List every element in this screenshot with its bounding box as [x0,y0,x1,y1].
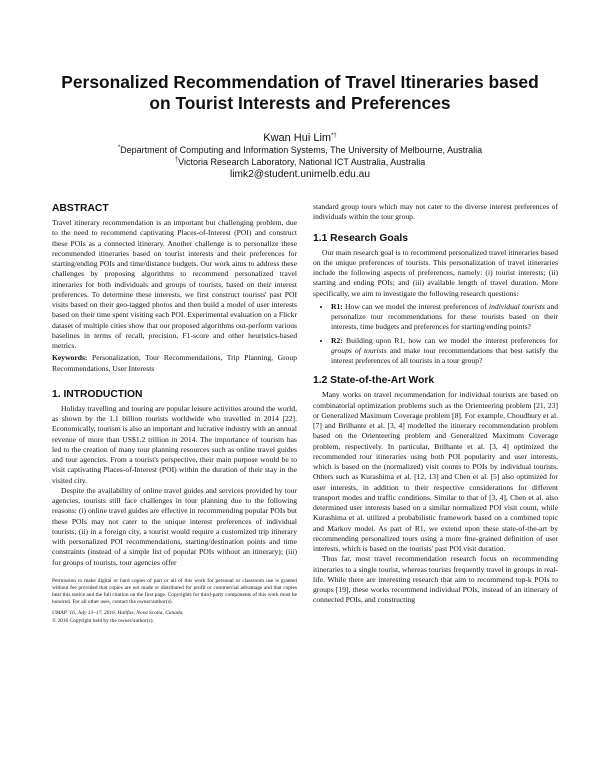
rq1-text-b: and personalize tour recommendations for these tourists based on their interests, time budgets and preferences for starting/ending points? [331,301,559,332]
introduction-heading: 1. INTRODUCTION [52,388,143,400]
author-block [40,132,560,181]
conference-info [52,610,297,617]
intro-paragraph-1: Holiday travelling and touring are popular leisure activities around the world, as shown by the 1.1 billion tourists worldwide who travelled in 2014 [22]. Economically, tourism is also an important and lucrative industry with an annual revenue of more than US$1.2 trillion in 2014. The importance of tourism has led to the creation of many tour planning resources such as online travel guides and tour agencies. From a tourist's perspective, their main purpose would be to visit captivating Places-of-Interest (POI) within the duration of their stay in the visited city. [52,403,297,485]
rq2-text-a: Building upon R1, how can we model the interest preferences for [342,335,558,345]
conference-name: UMAP '16, July 13–17, 2016, Halifax, Nova Scotia, Canada. [52,609,184,616]
author-name: Kwan Hui Lim [263,132,332,144]
affiliation-1-text: Department of Computing and Information Systems, The University of Melbourne, Australia [120,145,483,155]
research-question-1 [331,302,558,333]
abstract-text: Travel itinerary recommendation is an important but challenging problem, due to the need to recommend captivating Places-of-Interest (POI) and construct these POIs as a connected itinerary. Another challenge is to personalize these recommended itineraries based on tourist interests and their preferences for starting/ending POIs and time/distance budgets. Our work aims to address these challenges by proposing algorithms to recommend personalized travel itineraries for both individuals and groups of tourists, based on their interest preferences. To determine these interests, we first construct tourists' past POI visits based on their geo-tagged photos and then build a model of user interests based on their time spent visiting each POI. Experimental evaluation on a Flickr dataset of multiple cities show that our proposed algorithms out-perform various baselines in terms of recall, precision, F1-score and other heuristics-based metrics. [52,218,297,350]
copyright-notice: © 2016 Copyright held by the owner/author(s). [52,617,154,624]
affiliation-1-mark: * [117,145,121,151]
author-affil-marks: *† [331,133,337,139]
permission-notice: Permission to make digital or hard copies of part or all of this work for personal or classroom use is granted without fee provided that copies are not made or distributed for profit or commercial advantage and that copies bear this notice and the full citation on the first page. Copyrights for third-party components of this work must be honored. For all other uses, contact the owner/author(s). [52,577,297,606]
research-goals-text: Our main research goal is to recommend personalized travel itineraries based on the unique preferences of tourists. This personalization of travel itineraries include the following aspects of preferences, namely: (i) tourist interests; (ii) starting and ending POIs; and (iii) available length of travel duration. More specifically, we aim to investigate the following research questions: [313,247,558,298]
rq1-emphasis: individual tourists [488,301,545,311]
sota-paragraph-2: Thus far, most travel recommendation research focus on recommending itineraries to a single tourist, whereas tourists frequently travel in groups in real-life. While there are interesting research that aim to recommend top-k POIs to groups [19], these works recommend individual POIs, instead of an itinerary of connected POIs, and constructing [313,554,558,605]
keywords [52,353,297,374]
title-line-2: on Tourist Interests and Preferences [149,93,451,113]
research-question-2 [331,336,558,367]
affiliation-2-text: Victoria Research Laboratory, National ICT Australia, Australia [178,156,426,167]
paper-title [40,72,560,114]
keywords-label: Keywords: [52,353,88,363]
affiliation-2 [40,157,560,169]
intro-continuation: standard group tours which may not cater to the diverse interest preferences of individuals within the tour group. [313,202,558,222]
right-column [313,202,558,606]
research-questions-list [313,302,558,367]
state-of-the-art-heading: 1.2 State-of-the-Art Work [313,375,435,387]
rq2-text-b: and make tour recommendations that best satisfy the interest preferences of all tourists in a tour group? [331,345,558,365]
rq2-label: R2: [331,335,343,345]
intro-paragraph-2: Despite the availability of online travel guides and services provided by tour agencies, tourists still face challenges in tour planning due to the following reasons: (i) online travel guides are effective in recommending popular POIs but these POIs may not cater to the unique interest preferences of individual tourists; (ii) in a foreign city, a tourist would require a customized trip itinerary with personalized POI recommendations, starting/destination points and time constraints (instead of a simple list of popular POIs without an itinerary); (iii) for groups of tourists, tour agencies offer [52,485,297,567]
title-line-1: Personalized Recommendation of Travel Itineraries based [61,72,539,92]
author-email[interactable]: limk2@student.unimelb.edu.au [229,169,371,180]
author-name-line [40,132,560,145]
research-goals-heading: 1.1 Research Goals [313,232,409,244]
affiliation-1 [40,145,560,157]
left-column [52,202,297,625]
keywords-text: Personalization, Tour Recommendations, Trip Planning, Group Recommendations, User Interests [52,353,297,373]
rq1-text-a: How can we model the interest preferences of [342,301,489,311]
affiliation-2-mark: † [174,156,179,163]
abstract-heading: ABSTRACT [52,203,109,214]
rq1-label: R1: [331,301,343,311]
rq2-emphasis: groups of tourists [331,345,387,355]
sota-paragraph-1: Many works on travel recommendation for individual tourists are based on combinatorial optimization problems such as the Orienteering problem [21, 23] or Generalized Maximum Coverage problem [8]. For example, Choudhury et al. [7] and Brilhante et al. [3, 4] modelled the itinerary recommendation problem based on the Orienteering problem and Generalized Maximum Coverage problem, respectively. In particular, Brilhante et al. [3, 4] optimized the recommended tour itineraries using both POI popularity and user interests, which is based on the (normalized) visit counts to POIs by individual tourists. Others such as Kurashima et al. [12, 13] and Chen et al. [5] also optimized for user interests, in addition to their respective considerations for different transport modes and traffic conditions. Similar to that of [3, 4], Chen et al. also determined user interests based on a similar normalized POI visit count, while Kurashima et al. utilized a probabilistic framework based on a combined topic and Markov model. As part of R1, we extend upon these state-of-the-art by recommending personalized tours using a more fine-grained definition of user interests, which is based on the tourists' past POI visit duration. [313,390,558,553]
